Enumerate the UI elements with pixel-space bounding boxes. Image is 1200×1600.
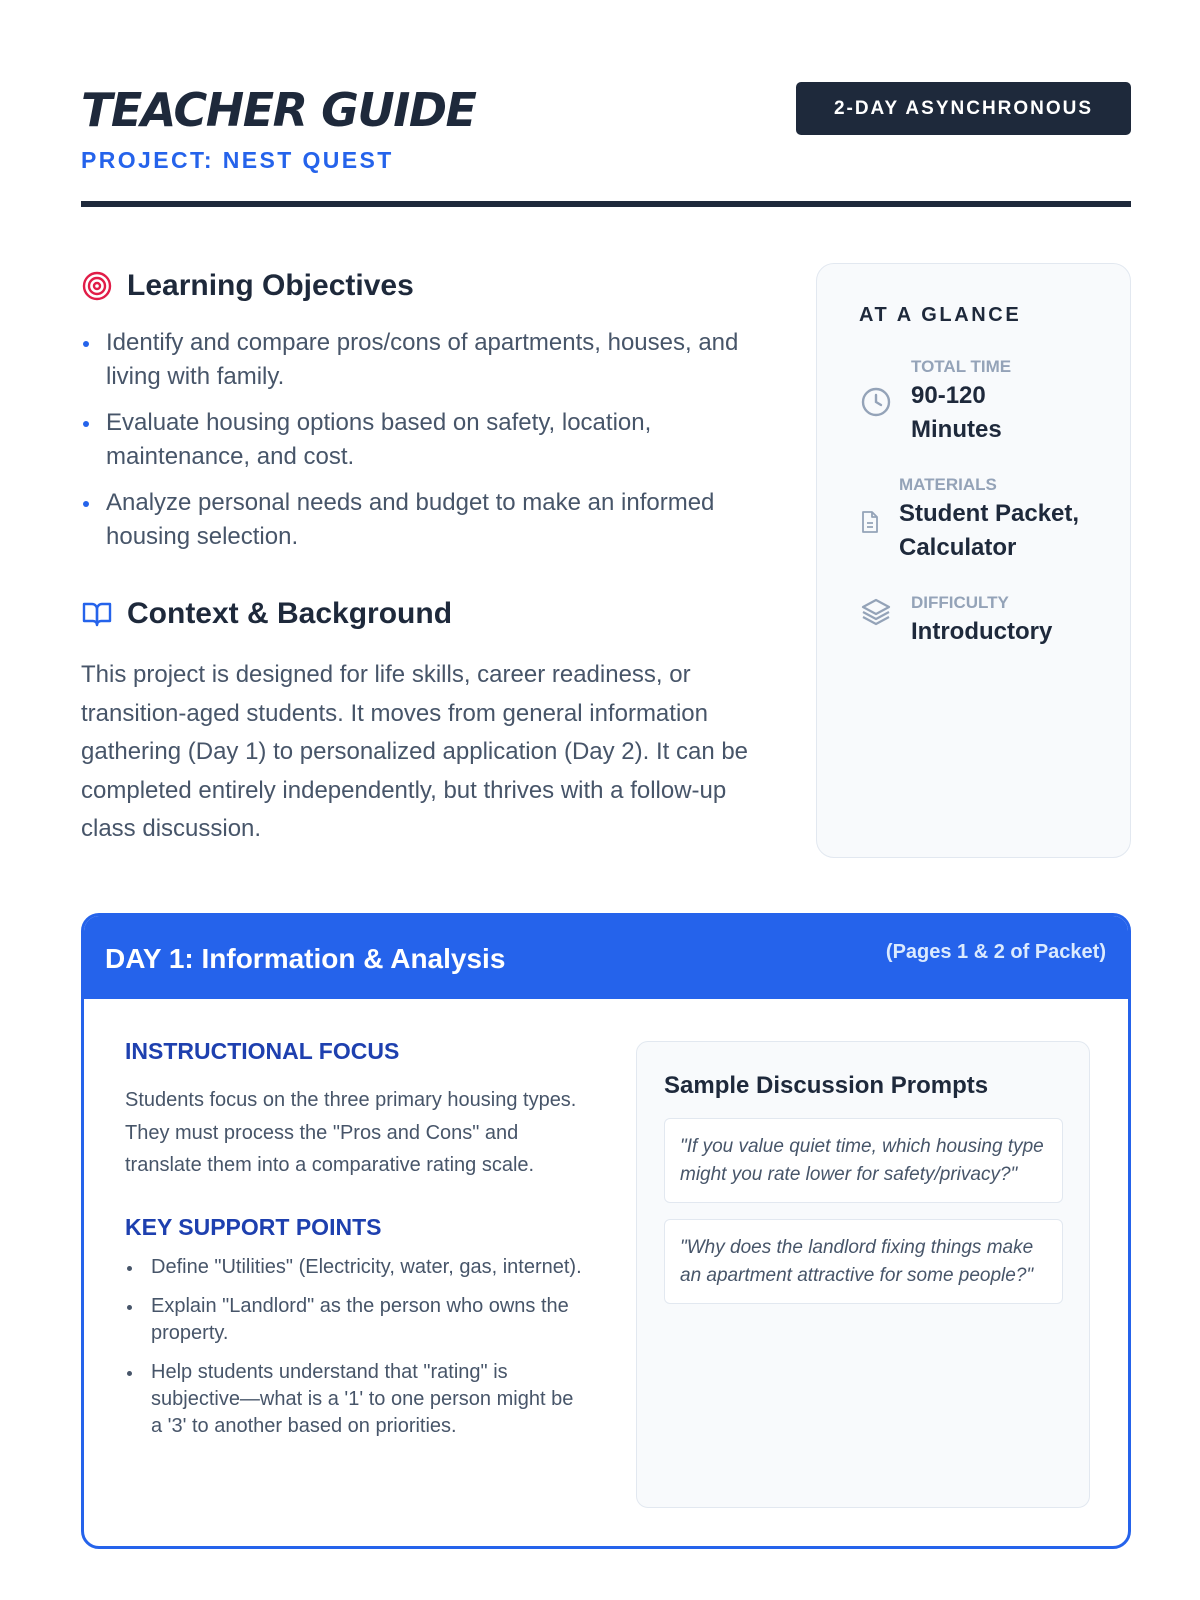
open-book-icon — [81, 598, 113, 630]
focus-heading: INSTRUCTIONAL FOCUS — [125, 1038, 400, 1064]
layers-icon — [859, 595, 893, 629]
at-a-glance-card — [816, 263, 1131, 858]
discussion-prompts-panel — [636, 1041, 1090, 1508]
header-divider — [81, 201, 1131, 207]
target-icon — [81, 270, 113, 302]
support-heading: KEY SUPPORT POINTS — [125, 1213, 382, 1240]
glance-label: TOTAL TIME — [911, 357, 1012, 376]
format-badge: 2-DAY ASYNCHRONOUS — [796, 82, 1131, 135]
day1-card — [81, 913, 1131, 1549]
day1-instruction — [125, 1036, 585, 1452]
glance-label: DIFFICULTY — [911, 593, 1009, 612]
glance-title: AT A GLANCE — [859, 304, 1022, 326]
day1-header — [84, 916, 1128, 999]
header — [81, 80, 1131, 174]
list-item: Help students understand that "rating" is subjective—what is a '1' to one person might be a '3' to another based on priorities. — [125, 1359, 585, 1440]
prompt-card: "Why does the landlord fixing things make an apartment attractive for some people?" — [664, 1219, 1063, 1304]
clock-icon — [859, 385, 893, 419]
objectives-heading — [81, 262, 751, 310]
day1-pages: (Pages 1 & 2 of Packet) — [885, 941, 1106, 963]
focus-text: Students focus on the three primary housing types. They must process the "Pros and Cons" and translate them into a comparative rating scale. — [125, 1089, 577, 1176]
glance-label: MATERIALS — [899, 475, 997, 494]
list-item: Define "Utilities" (Electricity, water, gas, internet). — [125, 1254, 585, 1281]
glance-value: Student Packet, Calculator — [899, 500, 1080, 561]
glance-item-materials — [859, 475, 1130, 565]
glance-item-time — [859, 357, 1130, 447]
glance-value: Introductory — [911, 618, 1053, 645]
list-item: Analyze personal needs and budget to make an informed housing selection. — [81, 486, 751, 554]
context-heading — [81, 590, 751, 638]
day1-title: DAY 1: Information & Analysis — [105, 943, 506, 974]
support-list — [125, 1254, 585, 1440]
list-item: Explain "Landlord" as the person who owns the property. — [125, 1293, 585, 1347]
context-title: Context & Background — [127, 597, 453, 630]
project-subtitle: PROJECT: NEST QUEST — [81, 147, 394, 173]
glance-item-difficulty — [859, 593, 1130, 649]
prompts-heading: Sample Discussion Prompts — [664, 1072, 989, 1099]
objectives-title: Learning Objectives — [127, 269, 414, 302]
context-text: This project is designed for life skills, career readiness, or transition-aged students. It moves from general information gathering (Day 1) to personalized application (Day 2). It can be completed entirely independently, but thrives with a follow-up class discussion. — [81, 661, 749, 842]
prompt-card: "If you value quiet time, which housing type might you rate lower for safety/privacy?" — [664, 1118, 1063, 1203]
list-item: Evaluate housing options based on safety, location, maintenance, and cost. — [81, 406, 751, 474]
page-title: TEACHER GUIDE — [81, 83, 476, 137]
objectives-list — [81, 326, 751, 554]
glance-value: 90-120 Minutes — [911, 382, 1002, 443]
main-content — [81, 262, 751, 849]
document-icon — [859, 505, 881, 539]
list-item: Identify and compare pros/cons of apartments, houses, and living with family. — [81, 326, 751, 394]
